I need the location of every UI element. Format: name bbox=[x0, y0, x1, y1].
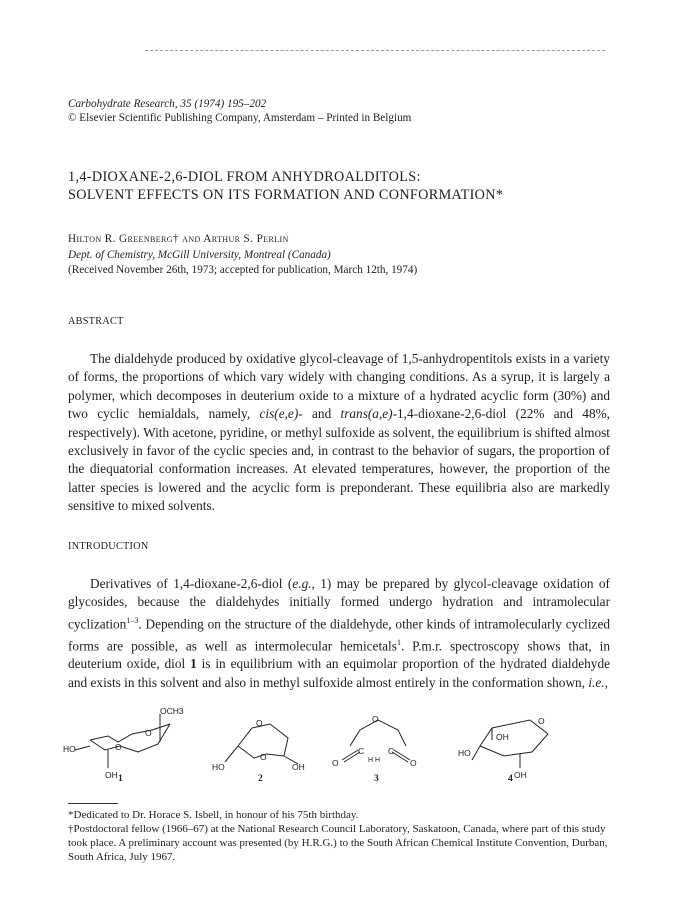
structure-4 bbox=[458, 716, 548, 780]
title-line-2: SOLVENT EFFECTS ON ITS FORMATION AND CONFORMATION* bbox=[68, 187, 504, 203]
footnote-postdoc: †Postdoctoral fellow (1966–67) at the National Research Council Laboratory, Saskatoon, Canada, where part of this study took place. A preliminary account was presented (by H.R.G.) to the South African Chemical Institute Convention, Durban, South Africa, July 1967. bbox=[68, 823, 608, 863]
abstract-text-part: The dialdehyde produced by oxidative glycol-cleavage of 1,5-anhydropentitols exists in a variety of forms, the proportions of which vary widely with changing conditions. As a syrup, it is largely a polymer, which decomposes in deuterium oxide to a mixture of a hydrated acyclic form (30%) and two cyclic hemialdals, namely, bbox=[68, 351, 610, 422]
s2-ring-oxygen: O bbox=[260, 752, 267, 762]
structure-number-4: 4 bbox=[508, 774, 513, 784]
structure-3 bbox=[332, 714, 417, 768]
journal-citation: Carbohydrate Research, 35 (1974) 195–202 bbox=[68, 98, 267, 110]
intro-citation: 1 bbox=[396, 637, 401, 647]
intro-text-part: is in equilibrium with an equimolar proportion of the hydrated dialdehyde and exists in this solvent and also in methyl sulfoxide almost entirely in the conformation shown, bbox=[68, 656, 610, 690]
intro-text-part: , bbox=[604, 674, 608, 690]
s2-ho-label: HO bbox=[212, 762, 225, 772]
s1-oh-label: OH bbox=[105, 770, 118, 780]
structure-number-2: 2 bbox=[258, 774, 263, 784]
author-names: Hilton R. Greenberg† and Arthur S. Perlin bbox=[68, 233, 289, 245]
s4-top-oxygen: O bbox=[538, 716, 545, 726]
intro-text-part: , 1) may be prepared by glycol-cleavage oxidation of glycosides, because the dialdehydes initially formed undergo hydration and intramolecular cyclization bbox=[68, 576, 610, 632]
top-scan-rule bbox=[145, 50, 605, 51]
publisher-line: © Elsevier Scientific Publishing Company, Amsterdam – Printed in Belgium bbox=[68, 111, 412, 124]
author-affiliation: Dept. of Chemistry, McGill University, Montreal (Canada) bbox=[68, 248, 331, 261]
s3-left-oxygen: O bbox=[332, 758, 339, 768]
abstract-cis-term: cis(e,e) bbox=[259, 406, 299, 422]
footnote-rule bbox=[68, 803, 118, 804]
intro-text-part: . P.m.r. spectroscopy shows that, in deuterium oxide, diol bbox=[68, 638, 610, 672]
s3-top-oxygen: O bbox=[372, 714, 379, 724]
s3-right-carbon: C bbox=[388, 746, 395, 756]
s3-right-oxygen: O bbox=[410, 758, 417, 768]
abstract-text-part: -1,4-dioxane-2,6-diol (22% and 48%, respectively). With acetone, pyridine, or methyl sulfoxide as solvent, the equilibrium is shifted almost exclusively in favor of the cyclic species and, in contrast to the behavior of sugars, the proportion of the diequatorial conformation increases. At elevated temperatures, however, the proportion of the latter species is lowered and the acyclic form is preponderant. These equilibria also are markedly sensitive to mixed solvents. bbox=[68, 406, 610, 514]
s2-oh-label: OH bbox=[292, 762, 305, 772]
intro-citation: 1–3 bbox=[126, 615, 139, 625]
footnotes bbox=[68, 808, 613, 864]
intro-ie: i.e. bbox=[588, 674, 605, 690]
abstract-trans-term: trans(a,e) bbox=[340, 406, 393, 422]
introduction-heading: INTRODUCTION bbox=[68, 541, 149, 552]
article-title bbox=[68, 168, 628, 204]
s4-oh-lower: OH bbox=[514, 770, 527, 780]
s1-ho-label: HO bbox=[63, 744, 76, 754]
intro-eg: e.g. bbox=[292, 576, 312, 591]
structure-2 bbox=[212, 718, 305, 772]
s3-left-carbon: C bbox=[358, 746, 365, 756]
journal-header bbox=[68, 98, 411, 125]
intro-compound-number: 1 bbox=[190, 656, 197, 672]
abstract-paragraph bbox=[68, 350, 610, 516]
author-block bbox=[68, 232, 417, 279]
s4-ho-label: HO bbox=[458, 748, 471, 758]
received-dates: (Received November 26th, 1973; accepted for publication, March 12th, 1974) bbox=[68, 264, 418, 276]
footnote-dedication: *Dedicated to Dr. Horace S. Isbell, in honour of his 75th birthday. bbox=[68, 809, 359, 821]
s1-ring-oxygen: O bbox=[115, 742, 122, 752]
s1-och3-label: OCH3 bbox=[160, 706, 184, 716]
s2-top-oxygen: O bbox=[256, 718, 263, 728]
structure-number-3: 3 bbox=[374, 774, 379, 784]
intro-text-part: Derivatives of 1,4-dioxane-2,6-diol ( bbox=[90, 576, 293, 591]
s4-oh-upper: OH bbox=[496, 732, 509, 742]
intro-text-part: . Depending on the structure of the dialdehyde, other kinds of intramolecularly cyclized forms are possible, as well as intermolecular hemicetals bbox=[68, 616, 610, 654]
structure-number-1: 1 bbox=[118, 774, 123, 784]
introduction-paragraph bbox=[68, 575, 610, 692]
title-line-1: 1,4-DIOXANE-2,6-DIOL FROM ANHYDROALDITOLS: bbox=[68, 169, 421, 185]
chemical-structures bbox=[60, 706, 620, 784]
abstract-heading: ABSTRACT bbox=[68, 316, 124, 327]
s3-hydrogens: H H bbox=[368, 757, 381, 764]
abstract-text-part: - and bbox=[298, 406, 341, 422]
s1-ring-oxygen-2: O bbox=[145, 728, 152, 738]
structure-1 bbox=[63, 706, 184, 780]
